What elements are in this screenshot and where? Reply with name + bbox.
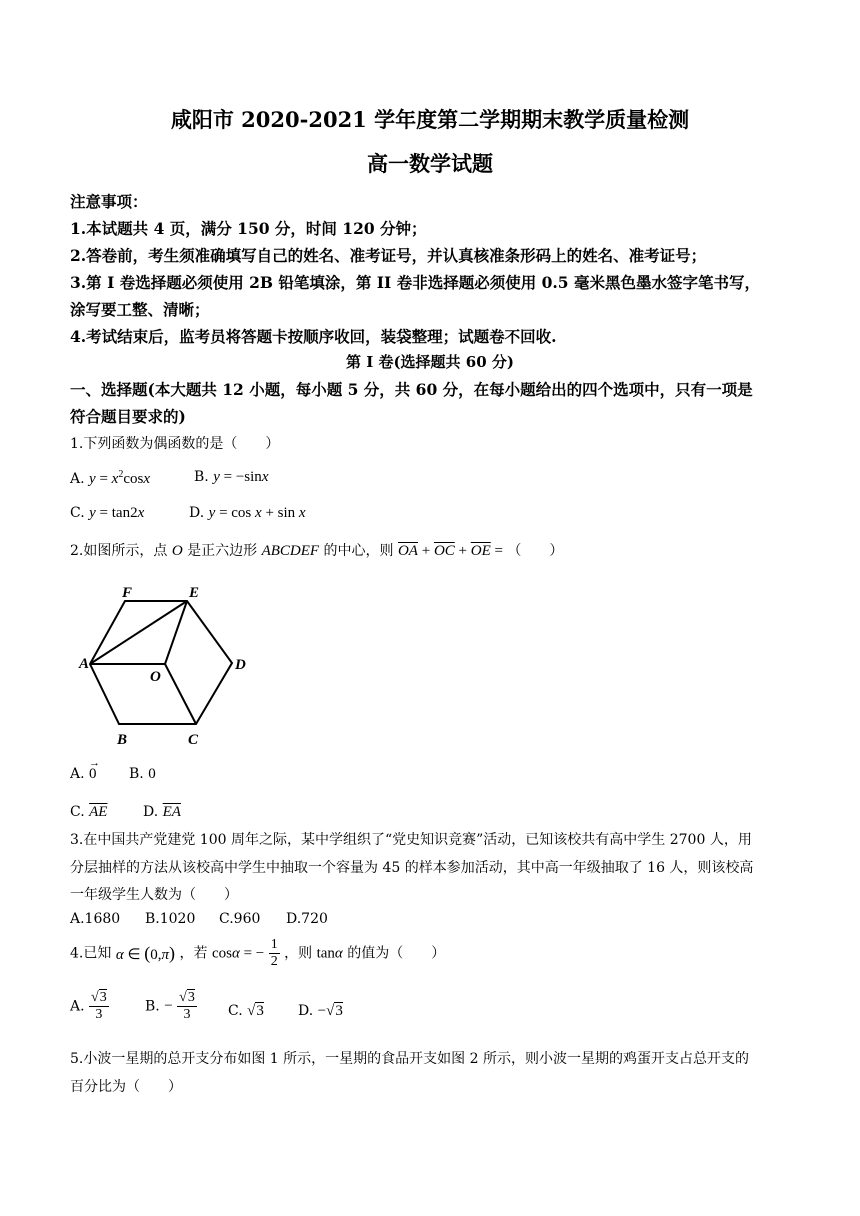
q2-option-b-label: B. [129,766,144,782]
section-title: 第 I 卷(选择题共 60 分) [346,353,514,371]
label-a: A [79,656,90,672]
section-instructions-1: 一、选择题(本大题共 12 小题，每小题 5 分，共 60 分，在每小题给出的四个选项中，只有一项是 [70,380,753,399]
note-item-2: 2.答卷前，考生须准确填写自己的姓名、准考证号，并认真核准条形码上的姓名、准考证号； [70,246,707,265]
hexagon-outline [90,601,232,724]
q2-option-b [129,766,156,783]
q2-option-a: A. 0 → [70,757,101,782]
q1-option-b: B. y = −sinx [194,469,269,485]
q2-option-c: C. $\overline{AE}$ [70,804,108,820]
q2-option-d-label: D. [143,804,159,820]
q5-line-2: 百分比为（ ） [70,1079,182,1095]
q4-option-b: B. − $\frac{√3}{3}$ [145,990,195,1022]
q1-option-d: D. y = cos x + sin x [189,505,306,521]
q2-hexagon: ABCDEF [261,543,320,559]
note-item-1: 1.本试题共 4 页，满分 150 分，时间 120 分钟； [70,219,427,238]
label-o: O [150,669,161,685]
q5-line-1: 5.小波一星期的总开支分布如图 1 所示，一星期的食品开支如图 2 所示，则小波一星期的鸡蛋开支占总开支的 [70,1051,749,1067]
q3-line-1: 3.在中国共产党建党 100 周年之际，某中学组织了“党史知识竞赛”活动，已知该校共有高中学生 2700 人，用 [70,832,752,848]
q2-stem-mid2: 的中心，则 [323,543,394,559]
note-item-3-cont: 涂写要工整、清晰； [70,300,210,319]
note-item-4: 4.考试结束后，监考员将答题卡按顺序收回，装袋整理；试题卷不回收. [70,327,557,346]
q3-option-d: D.720 [286,911,328,927]
q3-line-2: 分层抽样的方法从该校高中学生中抽取一个容量为 45 的样本参加活动，其中高一年级抽取了 16 人，则该校高 [70,860,754,876]
q2-stem [70,540,563,560]
label-f: F [122,585,133,601]
q2-option-c-label: C. [70,804,85,820]
q1-option-a-label: A. [70,471,85,487]
q4-option-a: A. $\frac{√3}{3}$ [70,990,107,1022]
q4-stem-mid2: ，则 [284,945,313,962]
q4-stem: 4.已知 α ∈ (0,π) ，若 cosα = − $\frac{1}{2}$ ，则 tanα 的值为（ ） [70,937,446,969]
q1-option-b-label: B. [194,469,209,485]
segment-oe [165,601,187,664]
q4-option-b-label: B. [145,998,160,1015]
label-b: B [117,732,128,748]
q4-stem-prefix: 4.已知 [70,945,112,962]
note-item-3: 3.第 I 卷选择题必须使用 2B 铅笔填涂，第 II 卷非选择题必须使用 0.5 毫米黑色墨水签字笔书写， [70,273,760,292]
q4-stem-mid: ，若 [179,945,208,962]
q2-option-d: D. $\overline{EA}$ [143,804,181,820]
q2-stem-mid: 是正六边形 [187,543,258,559]
exam-subtitle: 高一数学试题 [367,151,493,176]
q4-option-c-label: C. [228,1003,243,1019]
q3-option-b: B.1020 [145,911,196,927]
section-instructions-2: 符合题目要求的) [70,407,186,426]
segment-oc [165,664,196,724]
q1-option-c: C. y = tan2x [70,505,145,521]
q1-option-d-label: D. [189,505,205,521]
q1-option-a: A. $y = x^2\cos x$ [70,469,150,487]
hexagon-figure [78,582,258,752]
segment-ae [90,601,187,664]
exam-title: 咸阳市 2020-2021 学年度第二学期期末教学质量检测 [170,107,690,132]
q2-point: O [171,543,183,559]
notes-heading: 注意事项： [70,192,148,211]
q4-option-c: C. √3 [228,1003,264,1019]
label-c: C [188,732,199,748]
q1-option-c-label: C. [70,505,85,521]
label-e: E [189,585,200,601]
q3-option-c: C.960 [219,911,261,927]
q4-option-a-label: A. [70,998,85,1015]
q4-option-d-label: D. [298,1003,314,1019]
q2-vector-sum: $\overline{OA} + \overline{OC} + \overline{OE}$ = [397,543,503,559]
q3-option-a: A.1680 [70,911,121,927]
q3-line-3: 一年级学生人数为（ ） [70,887,238,903]
q4-stem-suffix: 的值为（ ） [347,945,446,962]
q2-option-b-value: 0 [148,766,156,782]
q4-option-d: D. −√3 [298,1003,343,1019]
q2-stem-prefix: 2.如图所示，点 [70,543,168,559]
label-d: D [235,657,246,673]
q2-option-a-label: A. [70,766,85,782]
q2-stem-suffix: （ ） [507,543,564,559]
q1-stem: 1.下列函数为偶函数的是（ ） [70,436,280,452]
